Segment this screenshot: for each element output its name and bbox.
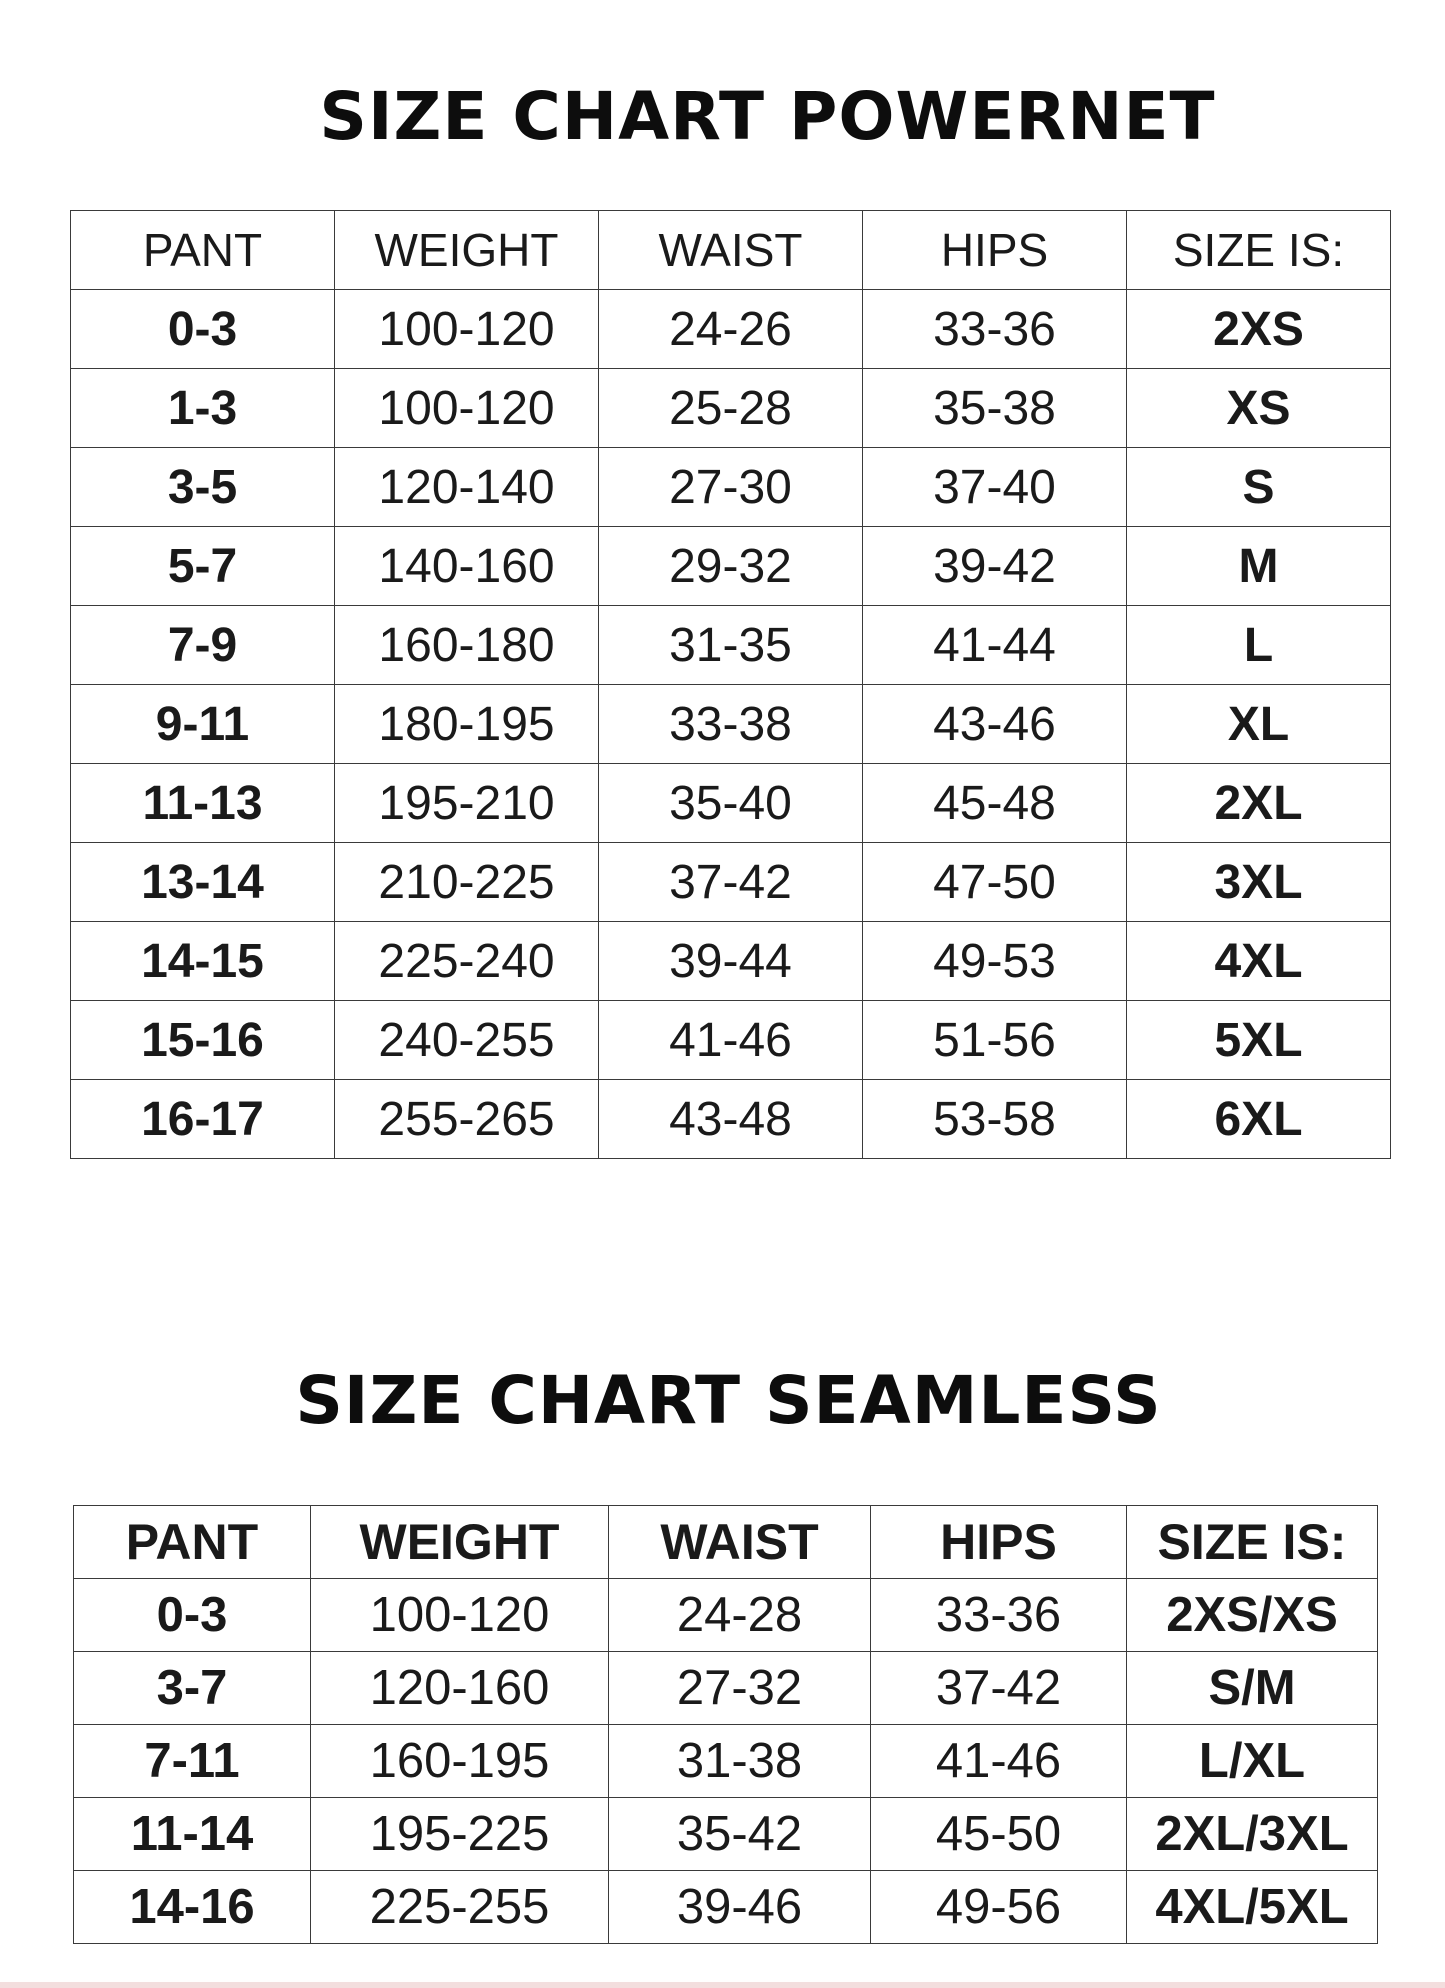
cell-hips: 33-36 xyxy=(871,1579,1127,1652)
cell-waist: 24-28 xyxy=(609,1579,871,1652)
cell-weight: 225-255 xyxy=(311,1871,609,1944)
bottom-divider xyxy=(0,1982,1445,1988)
table-row xyxy=(71,369,1391,448)
cell-waist: 27-30 xyxy=(599,448,863,527)
cell-waist: 27-32 xyxy=(609,1652,871,1725)
cell-size: 4XL xyxy=(1127,922,1391,1001)
cell-size: XL xyxy=(1127,685,1391,764)
cell-pant: 11-14 xyxy=(74,1798,311,1871)
cell-pant: 7-11 xyxy=(74,1725,311,1798)
cell-weight: 160-195 xyxy=(311,1725,609,1798)
cell-size: XS xyxy=(1127,369,1391,448)
cell-weight: 100-120 xyxy=(311,1579,609,1652)
cell-waist: 35-42 xyxy=(609,1798,871,1871)
cell-size: S xyxy=(1127,448,1391,527)
cell-pant: 3-7 xyxy=(74,1652,311,1725)
cell-size: 4XL/5XL xyxy=(1127,1871,1378,1944)
cell-weight: 210-225 xyxy=(335,843,599,922)
table-row xyxy=(71,764,1391,843)
cell-pant: 7-9 xyxy=(71,606,335,685)
cell-waist: 41-46 xyxy=(599,1001,863,1080)
cell-waist: 29-32 xyxy=(599,527,863,606)
cell-size: L xyxy=(1127,606,1391,685)
cell-pant: 13-14 xyxy=(71,843,335,922)
cell-weight: 120-140 xyxy=(335,448,599,527)
cell-hips: 33-36 xyxy=(863,290,1127,369)
cell-weight: 255-265 xyxy=(335,1080,599,1159)
cell-weight: 240-255 xyxy=(335,1001,599,1080)
header-size: SIZE IS: xyxy=(1127,1506,1378,1579)
table-row xyxy=(71,843,1391,922)
cell-pant: 11-13 xyxy=(71,764,335,843)
cell-pant: 14-15 xyxy=(71,922,335,1001)
cell-pant: 1-3 xyxy=(71,369,335,448)
header-hips: HIPS xyxy=(863,211,1127,290)
cell-size: 6XL xyxy=(1127,1080,1391,1159)
table-row xyxy=(74,1652,1378,1725)
cell-hips: 49-56 xyxy=(871,1871,1127,1944)
table-row xyxy=(71,922,1391,1001)
table-row xyxy=(74,1579,1378,1652)
powernet-size-table xyxy=(70,210,1391,1159)
seamless-size-table xyxy=(73,1505,1378,1944)
cell-waist: 37-42 xyxy=(599,843,863,922)
cell-hips: 41-46 xyxy=(871,1725,1127,1798)
cell-weight: 160-180 xyxy=(335,606,599,685)
table-header-row xyxy=(74,1506,1378,1579)
header-hips: HIPS xyxy=(871,1506,1127,1579)
table-row xyxy=(71,290,1391,369)
cell-weight: 140-160 xyxy=(335,527,599,606)
cell-size: 2XS/XS xyxy=(1127,1579,1378,1652)
cell-waist: 31-35 xyxy=(599,606,863,685)
cell-waist: 24-26 xyxy=(599,290,863,369)
cell-hips: 37-40 xyxy=(863,448,1127,527)
cell-weight: 195-225 xyxy=(311,1798,609,1871)
table-row xyxy=(74,1871,1378,1944)
cell-waist: 31-38 xyxy=(609,1725,871,1798)
powernet-title: SIZE CHART POWERNET xyxy=(319,78,1216,155)
header-pant: PANT xyxy=(71,211,335,290)
cell-pant: 5-7 xyxy=(71,527,335,606)
table-row xyxy=(71,685,1391,764)
header-weight: WEIGHT xyxy=(311,1506,609,1579)
cell-weight: 195-210 xyxy=(335,764,599,843)
table-header-row xyxy=(71,211,1391,290)
table-row xyxy=(71,527,1391,606)
cell-weight: 180-195 xyxy=(335,685,599,764)
cell-hips: 53-58 xyxy=(863,1080,1127,1159)
table-row xyxy=(74,1725,1378,1798)
cell-waist: 25-28 xyxy=(599,369,863,448)
cell-hips: 45-48 xyxy=(863,764,1127,843)
cell-hips: 39-42 xyxy=(863,527,1127,606)
cell-weight: 100-120 xyxy=(335,290,599,369)
table-row xyxy=(71,448,1391,527)
cell-weight: 225-240 xyxy=(335,922,599,1001)
cell-hips: 49-53 xyxy=(863,922,1127,1001)
cell-pant: 9-11 xyxy=(71,685,335,764)
table-row xyxy=(74,1798,1378,1871)
header-pant: PANT xyxy=(74,1506,311,1579)
header-size: SIZE IS: xyxy=(1127,211,1391,290)
cell-waist: 35-40 xyxy=(599,764,863,843)
cell-hips: 37-42 xyxy=(871,1652,1127,1725)
table-row xyxy=(71,606,1391,685)
table-row xyxy=(71,1080,1391,1159)
table-row xyxy=(71,1001,1391,1080)
seamless-title: SIZE CHART SEAMLESS xyxy=(295,1362,1162,1439)
cell-size: S/M xyxy=(1127,1652,1378,1725)
cell-waist: 39-46 xyxy=(609,1871,871,1944)
cell-hips: 45-50 xyxy=(871,1798,1127,1871)
cell-size: M xyxy=(1127,527,1391,606)
cell-size: 2XS xyxy=(1127,290,1391,369)
cell-hips: 51-56 xyxy=(863,1001,1127,1080)
cell-size: 5XL xyxy=(1127,1001,1391,1080)
cell-size: 3XL xyxy=(1127,843,1391,922)
cell-pant: 14-16 xyxy=(74,1871,311,1944)
cell-pant: 3-5 xyxy=(71,448,335,527)
cell-pant: 0-3 xyxy=(71,290,335,369)
cell-pant: 15-16 xyxy=(71,1001,335,1080)
cell-hips: 35-38 xyxy=(863,369,1127,448)
cell-waist: 33-38 xyxy=(599,685,863,764)
header-weight: WEIGHT xyxy=(335,211,599,290)
cell-size: 2XL/3XL xyxy=(1127,1798,1378,1871)
cell-size: 2XL xyxy=(1127,764,1391,843)
header-waist: WAIST xyxy=(609,1506,871,1579)
cell-weight: 100-120 xyxy=(335,369,599,448)
cell-pant: 0-3 xyxy=(74,1579,311,1652)
cell-pant: 16-17 xyxy=(71,1080,335,1159)
header-waist: WAIST xyxy=(599,211,863,290)
cell-waist: 39-44 xyxy=(599,922,863,1001)
cell-waist: 43-48 xyxy=(599,1080,863,1159)
cell-hips: 43-46 xyxy=(863,685,1127,764)
cell-size: L/XL xyxy=(1127,1725,1378,1798)
cell-hips: 47-50 xyxy=(863,843,1127,922)
cell-hips: 41-44 xyxy=(863,606,1127,685)
cell-weight: 120-160 xyxy=(311,1652,609,1725)
